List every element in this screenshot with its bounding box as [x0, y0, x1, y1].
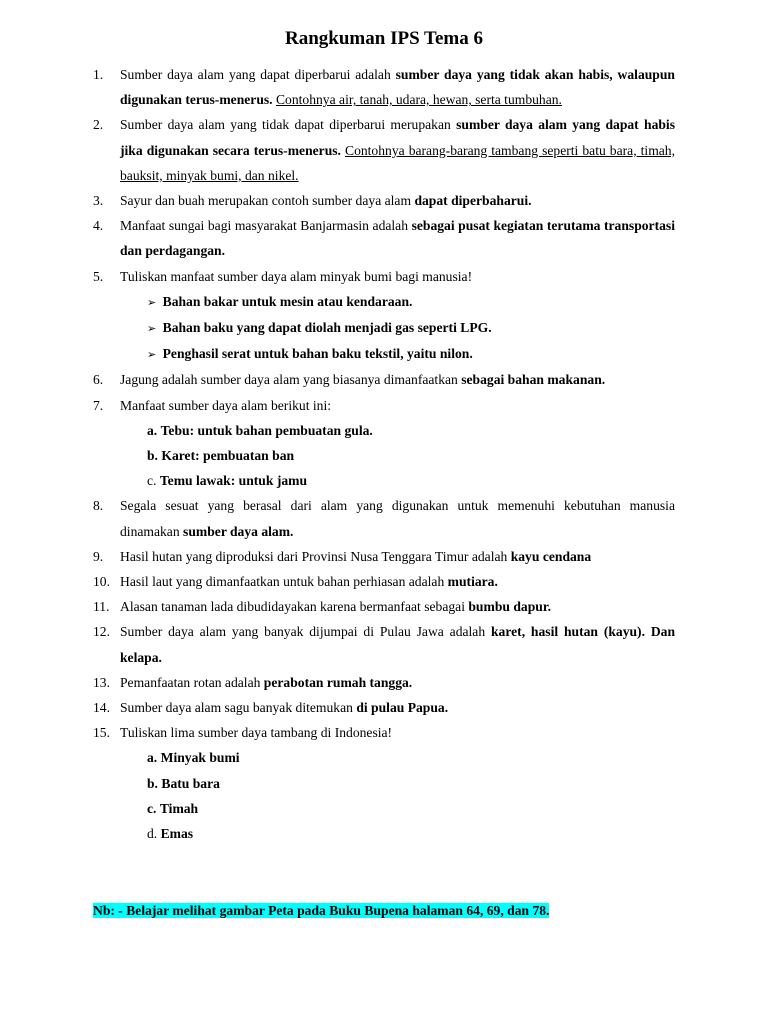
- sub-item-marker: c.: [147, 800, 157, 816]
- item-text: [120, 619, 675, 669]
- sub-item-text: Minyak bumi: [160, 750, 240, 766]
- sub-item-marker: b.: [147, 775, 158, 791]
- item-number: 15.: [93, 725, 110, 741]
- sub-item-text: Emas: [160, 826, 194, 842]
- note-highlight: Nb: - Belajar melihat gambar Peta pada Buku Bupena halaman 64, 69, dan 78.: [93, 903, 550, 918]
- item-number: 6.: [93, 372, 104, 388]
- item-text: [120, 393, 675, 418]
- answer-text: sebagai pusat kegiatan terutama transportasi dan perdagangan.: [120, 218, 675, 259]
- answer-text: sebagai bahan makanan.: [461, 372, 606, 388]
- question-text: Sayur dan buah merupakan contoh sumber daya alam: [120, 193, 415, 209]
- sub-item: [120, 315, 675, 341]
- answer-text: perabotan rumah tangga.: [263, 674, 413, 690]
- sub-item-marker: c.: [147, 473, 157, 489]
- study-note: [93, 898, 549, 923]
- sub-item-text: Tebu: untuk bahan pembuatan gula.: [160, 422, 373, 438]
- sub-item-text: Bahan bakar untuk mesin atau kendaraan.: [162, 293, 413, 309]
- item-text: [120, 695, 675, 720]
- example-text: Contohnya air, tanah, udara, hewan, serta tumbuhan.: [275, 92, 562, 108]
- item-text: [120, 367, 675, 392]
- sub-item-text: Bahan baku yang dapat diolah menjadi gas seperti LPG.: [162, 320, 492, 336]
- item-text: [120, 112, 675, 188]
- item-number: 12.: [93, 624, 110, 640]
- list-item: [93, 367, 675, 392]
- item-number: 7.: [93, 397, 104, 413]
- sub-item-text: Batu bara: [161, 775, 220, 791]
- question-text: Manfaat sungai bagi masyarakat Banjarmasin adalah: [120, 218, 412, 234]
- sub-item: [120, 418, 675, 443]
- sub-item: [120, 745, 675, 770]
- list-item: [93, 594, 675, 619]
- arrow-bullet-icon: ➢: [147, 295, 157, 309]
- item-number: 10.: [93, 574, 110, 590]
- question-text: Sumber daya alam yang dapat diperbarui adalah: [120, 67, 396, 82]
- sub-item-marker: d.: [147, 826, 158, 842]
- item-number: 13.: [93, 674, 110, 690]
- answer-text: sumber daya yang tidak akan habis, walaupun digunakan terus-menerus.: [120, 67, 675, 108]
- summary-list: [93, 62, 675, 846]
- question-text: Manfaat sumber daya alam berikut ini:: [120, 397, 332, 413]
- sub-item-marker: a.: [147, 750, 158, 766]
- item-text: [120, 670, 675, 695]
- item-text: [120, 62, 675, 112]
- arrow-bullet-icon: ➢: [147, 322, 157, 336]
- sub-item: [120, 821, 675, 846]
- list-item: [93, 188, 675, 213]
- list-item: [93, 112, 675, 188]
- answer-text: sumber daya alam yang dapat habis jika digunakan secara terus-menerus.: [120, 117, 675, 158]
- sub-item-text: Timah: [159, 800, 199, 816]
- item-text: [120, 544, 675, 569]
- list-item: [93, 264, 675, 368]
- arrow-bullet-icon: ➢: [147, 348, 157, 362]
- page-title: Rangkuman IPS Tema 6: [285, 28, 483, 49]
- item-number: 14.: [93, 700, 110, 716]
- sub-item-text: Temu lawak: untuk jamu: [159, 473, 308, 489]
- sub-item: [120, 443, 675, 468]
- list-item: [93, 213, 675, 263]
- list-item: [93, 720, 675, 846]
- item-text: [120, 264, 675, 289]
- list-item: [93, 619, 675, 669]
- item-text: [120, 594, 675, 619]
- item-number: 9.: [93, 548, 104, 564]
- item-number: 4.: [93, 218, 104, 234]
- list-item: [93, 544, 675, 569]
- answer-text: di pulau Papua.: [356, 700, 449, 716]
- question-text: Sumber daya alam sagu banyak ditemukan: [120, 700, 357, 716]
- list-item: [93, 695, 675, 720]
- question-text: Tuliskan manfaat sumber daya alam minyak bumi bagi manusia!: [120, 268, 473, 284]
- question-text: Segala sesuat yang berasal dari alam yang digunakan untuk memenuhi kebutuhan manusia dinamakan: [120, 498, 675, 539]
- sub-item: [120, 771, 675, 796]
- list-item: [93, 670, 675, 695]
- sub-item: [120, 341, 675, 367]
- sub-item-marker: a.: [147, 422, 158, 438]
- list-item: [93, 493, 675, 543]
- sub-item: [120, 289, 675, 315]
- sub-item: [120, 796, 675, 821]
- question-text: Hasil hutan yang diproduksi dari Provinsi Nusa Tenggara Timur adalah: [120, 548, 511, 564]
- answer-text: dapat diperbaharui.: [414, 193, 532, 209]
- sub-item-text: Penghasil serat untuk bahan baku tekstil, yaitu nilon.: [162, 346, 473, 362]
- list-item: [93, 393, 675, 494]
- question-text: Sumber daya alam yang tidak dapat diperbarui merupakan: [120, 117, 457, 133]
- item-text: [120, 493, 675, 543]
- question-text: Tuliskan lima sumber daya tambang di Indonesia!: [120, 725, 393, 741]
- item-number: 2.: [93, 117, 104, 133]
- item-number: 11.: [93, 599, 110, 615]
- sub-item-marker: b.: [147, 448, 158, 464]
- list-item: [93, 569, 675, 594]
- item-text: [120, 569, 675, 594]
- item-text: [120, 213, 675, 263]
- sub-item-text: Karet: pembuatan ban: [161, 448, 295, 464]
- answer-text: mutiara.: [447, 574, 498, 590]
- question-text: Hasil laut yang dimanfaatkan untuk bahan perhiasan adalah: [120, 574, 448, 590]
- item-number: 8.: [93, 498, 104, 514]
- answer-text: kayu cendana: [510, 548, 592, 564]
- item-number: 1.: [93, 67, 104, 82]
- sub-item: [120, 468, 675, 493]
- item-number: 5.: [93, 268, 104, 284]
- item-text: [120, 188, 675, 213]
- item-number: 3.: [93, 193, 104, 209]
- item-text: [120, 720, 675, 745]
- answer-text: karet, hasil hutan (kayu). Dan kelapa.: [120, 624, 675, 665]
- question-text: Jagung adalah sumber daya alam yang biasanya dimanfaatkan: [120, 372, 462, 388]
- list-item: [93, 62, 675, 112]
- question-text: Alasan tanaman lada dibudidayakan karena bermanfaat sebagai: [120, 599, 469, 615]
- question-text: Pemanfaatan rotan adalah: [120, 674, 264, 690]
- example-text: Contohnya barang-barang tambang seperti batu bara, timah, bauksit, minyak bumi, dan nikel.: [120, 142, 675, 183]
- answer-text: sumber daya alam.: [183, 523, 294, 539]
- question-text: Sumber daya alam yang banyak dijumpai di Pulau Jawa adalah: [120, 624, 491, 640]
- answer-text: bumbu dapur.: [468, 599, 551, 615]
